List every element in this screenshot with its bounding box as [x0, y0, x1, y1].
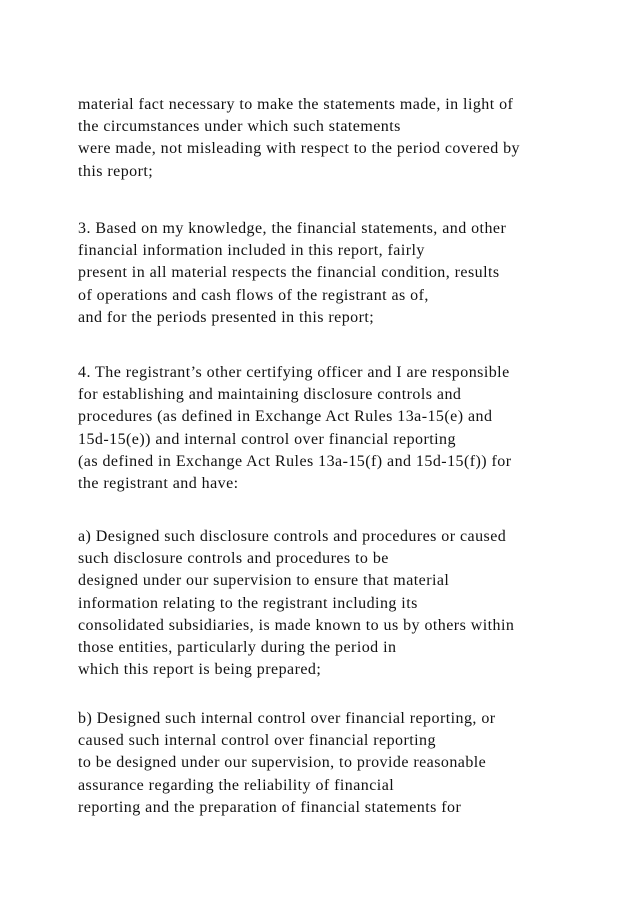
text-line: material fact necessary to make the statements made, in light of — [78, 96, 514, 113]
text-line: designed under our supervision to ensure that material — [78, 572, 450, 590]
text-line: the registrant and have: — [78, 474, 239, 492]
text-line: information relating to the registrant including its — [78, 594, 418, 612]
paragraph-continuation — [78, 94, 578, 183]
text-line: financial information included in this report, fairly — [78, 242, 425, 260]
text-line: b) Designed such internal control over financial reporting, or — [78, 710, 496, 727]
text-line: consolidated subsidiaries, is made known to us by others within — [78, 616, 515, 634]
text-line: present in all material respects the financial condition, results — [78, 264, 500, 282]
text-line: a) Designed such disclosure controls and procedures or caused — [78, 528, 507, 545]
text-line: caused such internal control over financial reporting — [78, 732, 436, 750]
text-line: reporting and the preparation of financial statements for — [78, 798, 462, 816]
text-line: of operations and cash flows of the registrant as of, — [78, 286, 429, 304]
text-line: were made, not misleading with respect to the period covered by — [78, 140, 520, 158]
text-line: and for the periods presented in this report; — [78, 308, 375, 326]
paragraph-item-3 — [78, 218, 578, 329]
text-line: such disclosure controls and procedures to be — [78, 550, 389, 568]
text-line: which this report is being prepared; — [78, 661, 322, 679]
text-line: 15d-15(e)) and internal control over financial reporting — [78, 430, 456, 448]
text-line: to be designed under our supervision, to provide reasonable — [78, 754, 487, 772]
text-line: assurance regarding the reliability of financial — [78, 776, 395, 794]
text-line: the circumstances under which such statements — [78, 118, 401, 136]
paragraph-item-4a — [78, 526, 578, 681]
text-line: this report; — [78, 162, 154, 180]
text-line: procedures (as defined in Exchange Act Rules 13a-15(e) and — [78, 408, 493, 426]
paragraph-item-4 — [78, 362, 578, 495]
text-line: 3. Based on my knowledge, the financial statements, and other — [78, 220, 507, 237]
text-line: 4. The registrant’s other certifying officer and I are responsible — [78, 364, 510, 381]
paragraph-item-4b — [78, 708, 578, 819]
text-line: (as defined in Exchange Act Rules 13a-15(f) and 15d-15(f)) for — [78, 452, 512, 470]
text-line: those entities, particularly during the period in — [78, 638, 397, 656]
text-line: for establishing and maintaining disclosure controls and — [78, 386, 462, 404]
